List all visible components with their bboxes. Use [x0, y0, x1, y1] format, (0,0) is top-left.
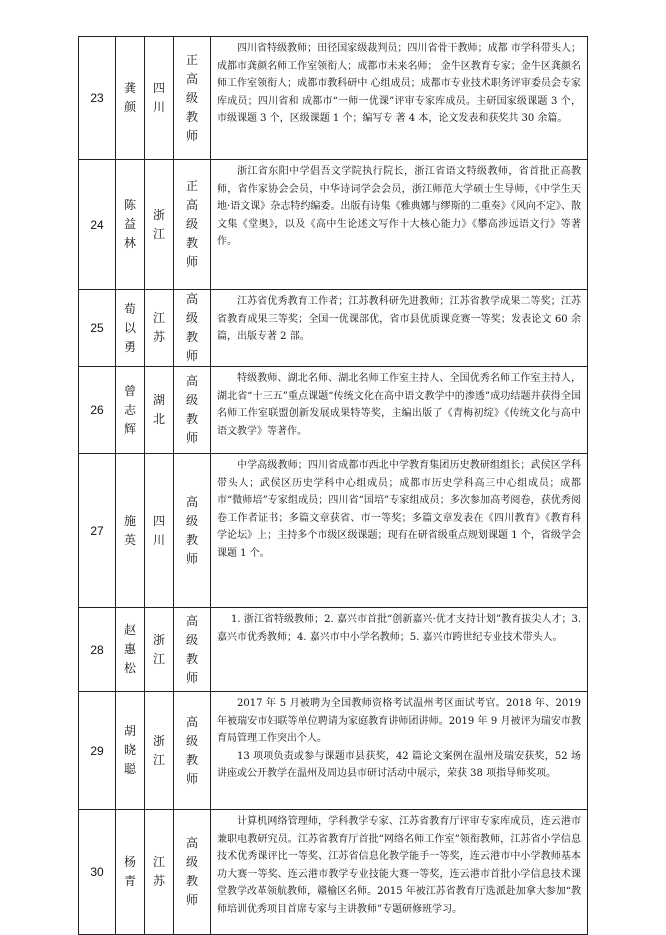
- description-paragraph: 2017 年 5 月被聘为全国教师资格考试温州考区面试考官。2018 年、2019 年被瑞安市妇联等单位聘请为家庭教育讲师团讲师。2019 年 9 月被评为瑞安市教育局管理工作突出个人。: [217, 698, 581, 745]
- description-paragraph: 浙江省东阳中学倡吾文学院执行院长，浙江省语文特级教师，省首批正高教师，省作家协会会员，中华诗词学会会员，浙江师范大学硕士生导师，《中学生天地·语文课》杂志特约编委。出版有诗集《雅典娜与缪斯的二重奏》《风向不定》、散文集《堂奥》，以及《高中生论述文写作十大核心能力》《攀高涉远语文行》等著作。: [217, 166, 581, 248]
- teacher-description: [211, 290, 588, 367]
- teacher-description: [211, 37, 588, 160]
- table-row: [79, 160, 588, 290]
- teacher-description: [211, 692, 588, 810]
- description-paragraph: 13 项项负责或参与课题市县获奖，42 篇论文案例在温州及瑞安获奖，52 场讲座或公开教学在温州及周边县市研讨活动中展示，荣获 38 项指导师奖项。: [217, 750, 581, 780]
- row-number: 24: [79, 160, 116, 290]
- table-row: [79, 692, 588, 810]
- teacher-province: 浙江: [152, 207, 165, 241]
- table-row: [79, 290, 588, 367]
- teacher-title: 高级教师: [185, 714, 198, 786]
- row-number: 23: [79, 37, 116, 160]
- teacher-province: 浙江: [152, 733, 165, 767]
- teacher-province: 江苏: [152, 855, 165, 888]
- teacher-description: [211, 160, 588, 290]
- teacher-province: 湖北: [152, 393, 165, 426]
- teacher-name: 龚颜: [123, 81, 136, 114]
- teacher-title: 高级教师: [185, 836, 198, 907]
- row-number: 30: [79, 810, 116, 935]
- row-number: 27: [79, 454, 116, 608]
- teacher-title: 高级教师: [185, 494, 198, 566]
- description-paragraph: 中学高级教师；四川省成都市西北中学教育集团历史教研组组长；武侯区学科带头人；武侯区历史学科中心组成员；成都市历史学科高三中心组成员；成都市“微师培”专家组成员；四川省“国培”专家组成员；多次参加高考阅卷，获优秀阅卷工作者证书；多篇文章获省、市一等奖；多篇文章发表在《四川教育》《教育科学论坛》上；主持多个市级区级课题；现有在研省级重点规划课题 1 个，省级学会课题 1 个。: [217, 460, 581, 559]
- description-paragraph: 计算机网络管理师，学科教学专家、江苏省教育厅评审专家库成员，连云港市兼职电教研究员。江苏省教育厅首批“网络名师工作室”领衔教师，江苏省小学信息技术优秀课评比一等奖、江苏省信息化教学能手一等奖，连云港市中小学教师基本功大赛一等奖、连云港市教学专业技能大赛一等奖，连云港市首批小学信息技术课堂教学改革领航教师，赣榆区名师。2015 年被江苏省教育厅选派赴加拿大参加“教师培训优秀项目首席专家与主讲教师”专题研修班学习。: [217, 816, 581, 915]
- row-number: 28: [79, 608, 116, 692]
- table-row: [79, 37, 588, 160]
- teacher-name: 荀以勇: [123, 301, 136, 354]
- table-row: [79, 454, 588, 608]
- teacher-title: 正高级教师: [185, 179, 198, 269]
- teacher-title: 高级教师: [185, 292, 198, 363]
- teacher-description: [211, 810, 588, 935]
- teacher-title: 高级教师: [185, 613, 198, 685]
- teacher-title: 高级教师: [185, 374, 198, 445]
- description-paragraph: 江苏省优秀教育工作者；江苏教科研先进教师；江苏省教学成果二等奖；江苏省教育成果三等奖；全国一优课部优，省市县优质课竞赛一等奖；发表论文 60 余篇，出版专著 2 部。: [217, 296, 581, 343]
- teacher-name: 曾志辉: [123, 383, 136, 436]
- teacher-name: 施英: [123, 513, 136, 547]
- description-paragraph: 特级教师、湖北名师、湖北名师工作室主持人、全国优秀名师工作室主持人，湖北省“十三五”重点课题“传统文化在高中语文教学中的渗透”成功结题并获得全国名师工作室联盟创新发展成果特等奖，主编出版了《青梅初绽》《传统文化与高中语文教学》等著作。: [217, 373, 581, 437]
- teacher-province: 江苏: [152, 311, 165, 344]
- table-row: [79, 608, 588, 692]
- table-row: [79, 810, 588, 935]
- teacher-name: 胡晓聪: [123, 724, 136, 776]
- teacher-province: 四川: [152, 81, 165, 114]
- row-number: 25: [79, 290, 116, 367]
- teacher-description: [211, 608, 588, 692]
- description-paragraph: 四川省特级教师；田径国家级裁判员；四川省骨干教师；成都 市学科带头人；成都市龚颜名师工作室领衔人；成都市未来名师； 金牛区教育专家；金牛区龚颜名师工作室领衔人；成都市教科研中 心组成员；成都市专业技术职务评审委员会专家库成员；四川省和 成都市“一师一优课”评审专家库成员。主研国家级课题 3 个，市级课题 3 个，区级课题 1 个；编写专 著 4 本，论文发表和获奖共 30 余篇。: [217, 43, 581, 125]
- row-number: 29: [79, 692, 116, 810]
- teacher-description: [211, 367, 588, 454]
- row-number: 26: [79, 367, 116, 454]
- teacher-table: [78, 36, 588, 935]
- table-row: [79, 367, 588, 454]
- teacher-province: 四川: [152, 513, 165, 547]
- teacher-title: 正高级教师: [185, 52, 198, 143]
- teacher-province: 浙江: [152, 632, 165, 666]
- teacher-description: [211, 454, 588, 608]
- teacher-name: 陈益林: [123, 198, 136, 250]
- teacher-name: 赵惠松: [123, 623, 136, 675]
- teacher-name: 杨青: [123, 855, 136, 888]
- description-paragraph: 1. 浙江省特级教师；2. 嘉兴市首批“创新嘉兴·优才支持计划”教育拔尖人才；3. 嘉兴市优秀教师；4. 嘉兴市中小学名教师；5. 嘉兴市跨世纪专业技术带头人。: [217, 614, 581, 643]
